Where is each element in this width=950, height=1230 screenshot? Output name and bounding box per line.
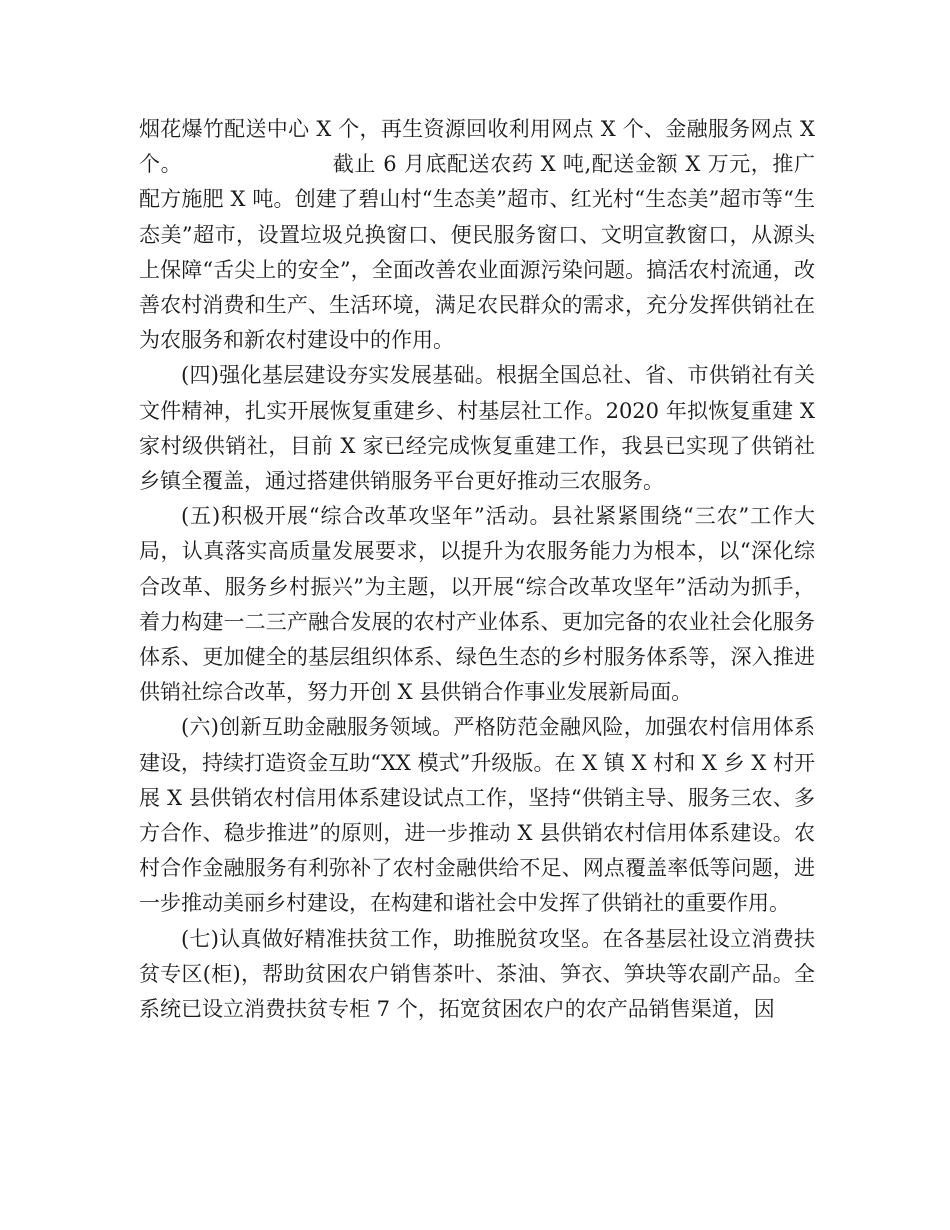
paragraph-recycling-services-part-1: 烟花爆竹配送中心 X 个，再生资源回收利用网点 X 个、金融服务网点 X 个。 [139,117,815,177]
paragraph-reform-year: (五)积极开展“综合改革攻坚年”活动。县社紧紧围绕“三农”工作大局，认真落实高质量发展要求，以提升为农服务能力为根本，以“深化综合改革、服务乡村振兴”为主题，以开展“综合改革攻坚年”活动为抓手，着力构建一二三产融合发展的农村产业体系、更加完备的农业社会化服务体系、更加健全的基层组织体系、绿色生态的乡村服务体系等，深入推进供销社综合改革，努力开创 X 县供销合作事业发展新局面。 [139,504,815,705]
document-body [139,112,815,1027]
paragraph-recycling-services [139,112,815,358]
paragraph-mutual-finance: (六)创新互助金融服务领域。严格防范金融风险，加强农村信用体系建设，持续打造资金互助“XX 模式”升级版。在 X 镇 X 村和 X 乡 X 村开展 X 县供销农村信用体系建设试点工作，坚持“供销主导、服务三农、多方合作、稳步推进”的原则，进一步推动 X 县供销农村信用体系建设。农村合作金融服务有利弥补了农村金融供给不足、网点覆盖率低等问题，进一步推动美丽乡村建设，在构建和谐社会中发挥了供销社的重要作用。 [139,715,815,916]
paragraph-grassroots-construction: (四)强化基层建设夯实发展基础。根据全国总社、省、市供销社有关文件精神，扎实开展恢复重建乡、村基层社工作。2020 年拟恢复重建 X 家村级供销社，目前 X 家已经完成恢复重建工作，我县已实现了供销社乡镇全覆盖，通过搭建供销服务平台更好推动三农服务。 [139,363,815,494]
paragraph-poverty-alleviation: (七)认真做好精准扶贫工作，助推脱贫攻坚。在各基层社设立消费扶贫专区(柜)，帮助贫困农户销售茶叶、茶油、笋衣、笋块等农副产品。全系统已设立消费扶贫专柜 7 个，拓宽贫困农户的农产品销售渠道，因 [139,926,815,1022]
paragraph-recycling-services-part-2: 截止 6 月底配送农药 X 吨,配送金额 X 万元，推广配方施肥 X 吨。创建了碧山村“生态美”超市、红光村“生态美”超市等“生态美”超市，设置垃圾兑换窗口、便民服务窗口、文明宣教窗口，从源头上保障“舌尖上的安全”，全面改善农业面源污染问题。搞活农村流通，改善农村消费和生产、生活环境，满足农民群众的需求，充分发挥供销社在为农服务和新农村建设中的作用。 [139,152,815,353]
